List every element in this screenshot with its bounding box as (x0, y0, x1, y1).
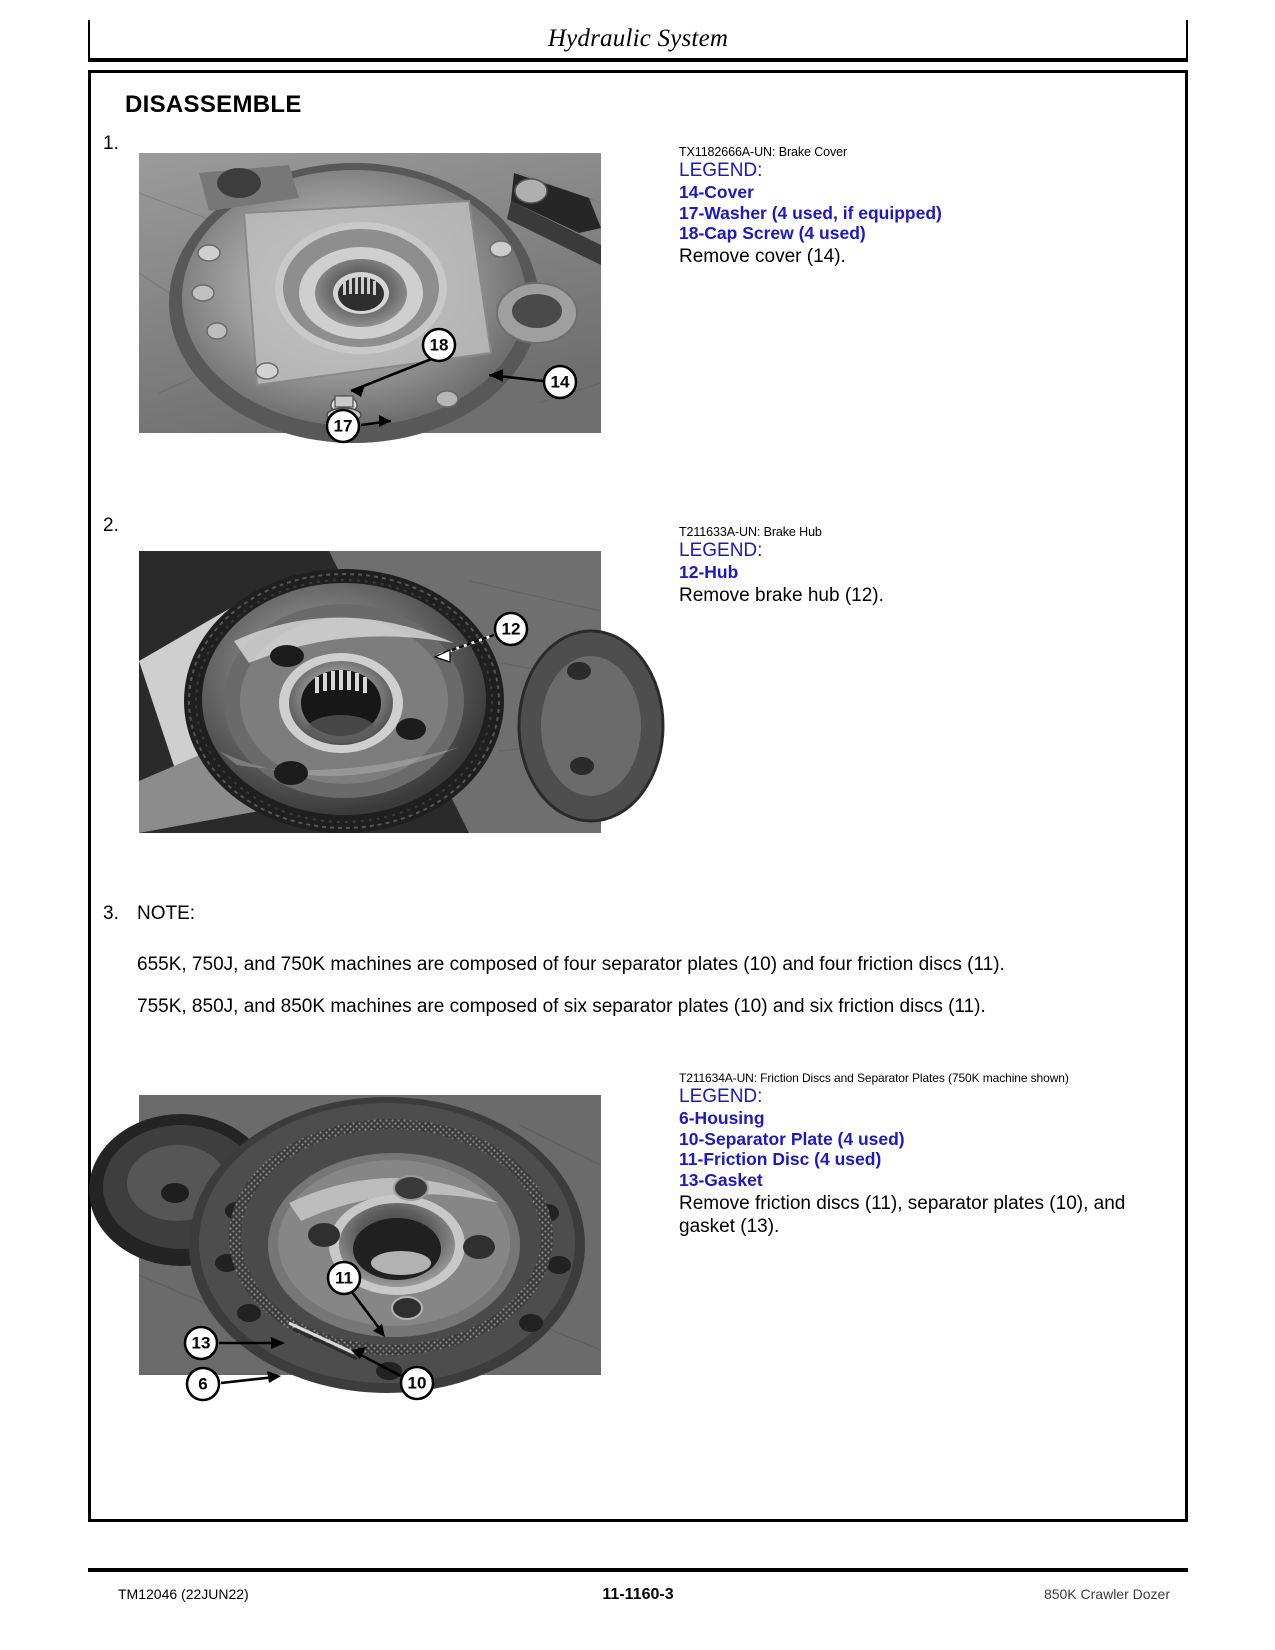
friction-discs-image (139, 1095, 601, 1394)
svg-text:14: 14 (550, 372, 570, 392)
step-3-legend-item-11: 11-Friction Disc (4 used) (679, 1149, 882, 1170)
page-title: DISASSEMBLE (125, 91, 302, 118)
running-head-title: Hydraulic System (547, 25, 729, 52)
step-2-instruction: Remove brake hub (12). (679, 584, 884, 606)
step-1-legend-item-18: 18-Cap Screw (4 used) (679, 223, 866, 244)
page-running-head (88, 20, 1188, 62)
step-1-legend-head: LEGEND: (679, 160, 763, 181)
svg-text:13: 13 (191, 1333, 211, 1353)
note-paragraph-2: 755K, 850J, and 850K machines are composed of six separator plates (10) and six friction discs (11). (137, 996, 986, 1017)
step-3-legend-item-13: 13-Gasket (679, 1169, 763, 1190)
step-1-number: 1. (103, 133, 119, 154)
step-2-figure-id: T211633A-UN: Brake Hub (679, 525, 822, 539)
step-3-instruction: Remove friction discs (11), separator plates (10), and gasket (13). (679, 1192, 1126, 1237)
figure-brake-hub-photo (139, 551, 601, 833)
step-1 (103, 133, 137, 155)
footer-page-number: 11-1160-3 (602, 1586, 674, 1603)
svg-text:12: 12 (501, 619, 521, 639)
step-2-legend-head: LEGEND: (679, 540, 763, 561)
svg-text:6: 6 (198, 1374, 208, 1394)
step-3-legend-item-10: 10-Separator Plate (4 used) (679, 1128, 905, 1149)
svg-text:10: 10 (407, 1373, 427, 1393)
step-1-legend-item-17: 17-Washer (4 used, if equipped) (679, 202, 942, 223)
figure-brake-cover-photo (139, 153, 601, 436)
step-2-legend-item-12: 12-Hub (679, 562, 739, 582)
step-2-number: 2. (103, 515, 119, 536)
step-3-legend-head: LEGEND: (679, 1086, 763, 1107)
footer-divider (88, 1568, 1188, 1572)
step-3-legend (679, 1071, 1189, 1238)
step-1-legend-item-14: 14-Cover (679, 182, 754, 202)
svg-text:11: 11 (335, 1268, 353, 1288)
figure-friction-discs-photo (139, 1095, 601, 1394)
brake-cover-image (139, 153, 601, 436)
brake-hub-image (139, 551, 601, 833)
footer-manual-id: TM12046 (22JUN22) (118, 1586, 249, 1602)
step-2-legend (679, 525, 1179, 607)
step-3-figure-id: T211634A-UN: Friction Discs and Separator Plates (750K machine shown) (679, 1071, 1069, 1085)
step-1-figure-id: TX1182666A-UN: Brake Cover (679, 145, 848, 159)
step-1-instruction: Remove cover (14). (679, 245, 846, 267)
note-paragraph-1: 655K, 750J, and 750K machines are composed of four separator plates (10) and four friction discs (11). (137, 954, 1005, 975)
step-3-number: 3. (103, 903, 119, 924)
step-3-legend-item-6: 6-Housing (679, 1108, 765, 1128)
step-3-note-label: NOTE: (137, 903, 196, 924)
footer-machine-model: 850K Crawler Dozer (1043, 1586, 1170, 1602)
page-footer (88, 1586, 1188, 1604)
svg-text:17: 17 (333, 416, 353, 436)
step-3 (103, 903, 195, 925)
step-2 (103, 515, 137, 537)
step-1-legend (679, 145, 1179, 268)
content-frame (88, 70, 1188, 1522)
svg-text:18: 18 (429, 335, 449, 355)
